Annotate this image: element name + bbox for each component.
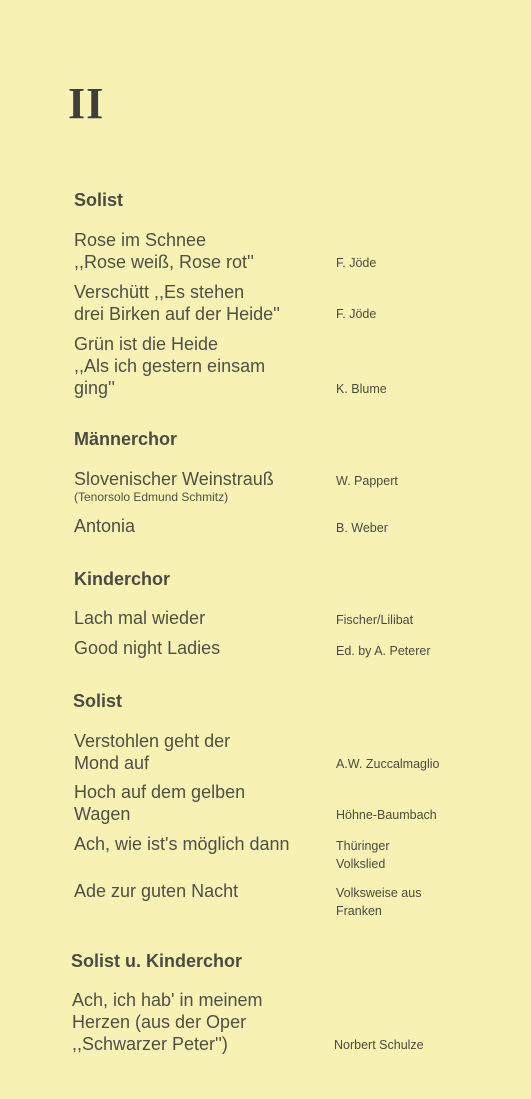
song-composer: Höhne-Baumbach xyxy=(336,808,437,822)
song-composer: B. Weber xyxy=(336,521,388,535)
song-title: Slovenischer Weinstrauß xyxy=(74,469,274,489)
song-title: Antonia xyxy=(74,516,136,536)
song-title: Ach, wie ist's möglich dann xyxy=(74,834,290,854)
song-title: Grün ist die Heide ,,Als ich gestern einsam ging'' xyxy=(74,334,266,398)
song-title: Verschütt ,,Es stehen drei Birken auf der Heide'' xyxy=(74,282,280,324)
song-composer: K. Blume xyxy=(336,382,387,396)
group-heading-solist-kinderchor: Solist u. Kinderchor xyxy=(71,951,243,971)
song-composer: F. Jöde xyxy=(336,256,377,270)
song-composer: Volksweise aus Franken xyxy=(336,886,422,918)
song-title: Good night Ladies xyxy=(74,638,221,658)
song-note: (Tenorsolo Edmund Schmitz) xyxy=(74,490,229,504)
song-composer: A.W. Zuccalmaglio xyxy=(336,757,440,771)
song-title: Rose im Schnee ,,Rose weiß, Rose rot'' xyxy=(74,230,254,272)
song-title: Lach mal wieder xyxy=(74,608,206,628)
song-composer: Fischer/Lilibat xyxy=(336,613,414,627)
song-title: Verstohlen geht der Mond auf xyxy=(74,731,231,773)
group-heading-maennerchor: Männerchor xyxy=(74,429,178,449)
group-heading-solist-2: Solist xyxy=(73,691,123,711)
song-composer: W. Pappert xyxy=(336,474,398,488)
song-composer: F. Jöde xyxy=(336,307,377,321)
group-heading-kinderchor: Kinderchor xyxy=(74,569,171,589)
song-composer: Thüringer Volkslied xyxy=(336,839,390,871)
song-title: Ach, ich hab' in meinem Herzen (aus der Oper ,,Schwarzer Peter'') xyxy=(72,990,263,1054)
song-title: Hoch auf dem gelben Wagen xyxy=(74,782,246,824)
group-heading-solist: Solist xyxy=(74,190,124,210)
section-number: II xyxy=(68,79,105,128)
song-composer: Norbert Schulze xyxy=(334,1038,424,1052)
song-title: Ade zur guten Nacht xyxy=(74,881,239,901)
song-composer: Ed. by A. Peterer xyxy=(336,644,431,658)
